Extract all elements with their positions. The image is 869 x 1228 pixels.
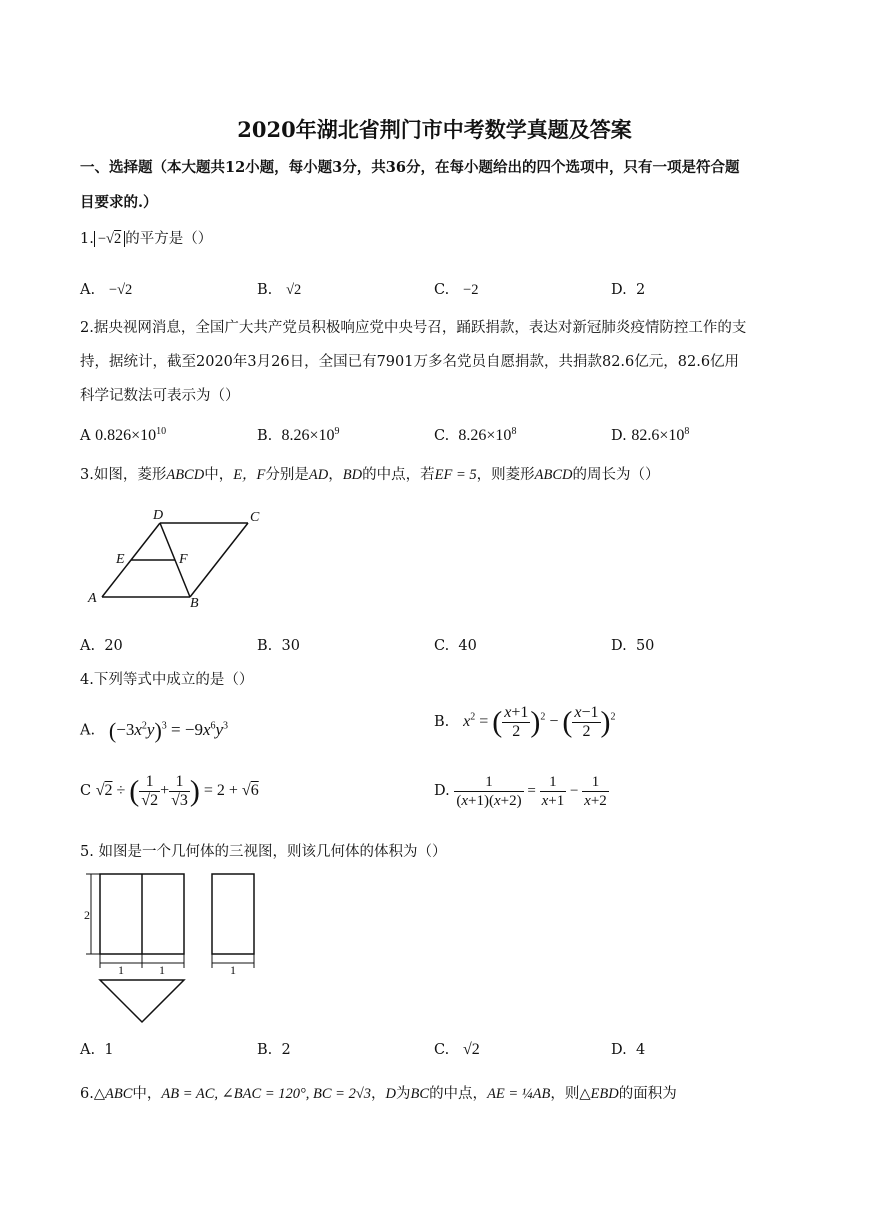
section-header-line2: 目要求的.） <box>80 194 158 211</box>
section-header-line1: 一、选择题（本大题共12小题，每小题3分，共36分，在每小题给出的四个选项中，只有一项是符合题 <box>80 159 740 176</box>
q1-option-a[interactable]: A. −√2 <box>80 282 133 298</box>
q5-option-a[interactable]: A. 1 <box>80 1042 114 1058</box>
q1-option-d[interactable]: D. 2 <box>611 282 646 298</box>
q1-option-b[interactable]: B. √2 <box>257 282 302 298</box>
width-label-3: 1 <box>230 963 236 977</box>
q4-b-expression: $x^2$ = ( $\frac{x+1}{2}$ )$^2$ − ( $\frac{x-1}{2}$ )$^2$ <box>463 704 616 740</box>
q4-option-a[interactable]: A. $(-3x^2y)^3 = -9x^6y^3$ <box>80 717 229 743</box>
vertex-a-label: A <box>88 591 97 606</box>
vertex-b-label: B <box>190 596 199 611</box>
q4-option-d[interactable]: D. $\frac{1}{(x+1)(x+2)}$ = $\frac{1}{x+1}$ − $\frac{1}{x+2}$ <box>434 774 607 809</box>
question-2-line2: 持，据统计，截至2020年3月26日，全国已有7901万多名党员自愿捐款，共捐款82.6亿元，82.6亿用 <box>80 354 740 370</box>
side-view-figure <box>206 868 266 982</box>
q4-d-expression: $\frac{1}{(x+1)(x+2)}$ = $\frac{1}{x+1}$ − $\frac{1}{x+2}$ <box>456 774 607 809</box>
q3-option-a[interactable]: A. 20 <box>80 638 123 654</box>
question-6: 6.△ABC中，AB = AC, ∠BAC = 120°, BC = 2√3，D为BC的中点，AE = ¼AB，则△EBD的面积为 <box>80 1086 677 1102</box>
q3-option-d[interactable]: D. 50 <box>611 638 655 654</box>
width-label-2: 1 <box>159 963 165 977</box>
q4-c-expression: √2 ÷ ( $\frac{1}{√2}$ + $\frac{1}{√3}$ ) = 2 + √6 <box>95 773 259 809</box>
q1-option-c[interactable]: C. −2 <box>434 282 479 298</box>
q2-option-c[interactable]: C. $8.26\times 10^8$ <box>434 426 517 444</box>
question-1: 1. −√2 的平方是（） <box>80 231 213 247</box>
vertex-c-label: C <box>250 510 260 525</box>
width-label-1: 1 <box>118 963 124 977</box>
q5-option-c[interactable]: C. √2 <box>434 1041 480 1058</box>
point-e-label: E <box>116 552 125 567</box>
q3-option-c[interactable]: C. 40 <box>434 638 477 654</box>
q5-option-d[interactable]: D. 4 <box>611 1042 646 1058</box>
q4-option-c[interactable]: C √2 ÷ ( $\frac{1}{√2}$ + $\frac{1}{√3}$ ) = 2 + √6 <box>80 773 259 809</box>
q5-option-b[interactable]: B. 2 <box>257 1042 291 1058</box>
height-label: 2 <box>84 908 90 922</box>
q2-option-d[interactable]: D. $82.6\times 10^8$ <box>611 426 690 444</box>
q3-option-b[interactable]: B. 30 <box>257 638 300 654</box>
q4-option-b[interactable]: B. $x^2$ = ( $\frac{x+1}{2}$ )$^2$ − ( $\frac{x-1}{2}$ )$^2$ <box>434 704 616 740</box>
question-3: 3.如图，菱形ABCD中，E，F分别是AD，BD的中点，若EF = 5，则菱形ABCD的周长为（） <box>80 467 660 483</box>
question-4: 4.下列等式中成立的是（） <box>80 672 254 688</box>
question-2-line1: 2.据央视网消息，全国广大共产党员积极响应党中央号召，踊跃捐款，表达对新冠肺炎疫情防控工作的支 <box>80 320 747 336</box>
q4-a-expression: $(-3x^2y)^3 = -9x^6y^3$ <box>108 717 229 743</box>
page-title: 2020年湖北省荆门市中考数学真题及答案 <box>237 117 632 142</box>
question-2-line3: 科学记数法可表示为（） <box>80 388 240 404</box>
abs-expression: −√2 <box>94 231 125 247</box>
question-5: 5. 如图是一个几何体的三视图，则该几何体的体积为（） <box>80 844 447 860</box>
rhombus-figure <box>80 505 280 619</box>
q2-option-a[interactable]: A $0.826\times 10^{10}$ <box>80 426 167 444</box>
point-f-label: F <box>179 552 188 567</box>
vertex-d-label: D <box>153 508 164 523</box>
q2-option-b[interactable]: B. $8.26\times 10^9$ <box>257 426 340 444</box>
